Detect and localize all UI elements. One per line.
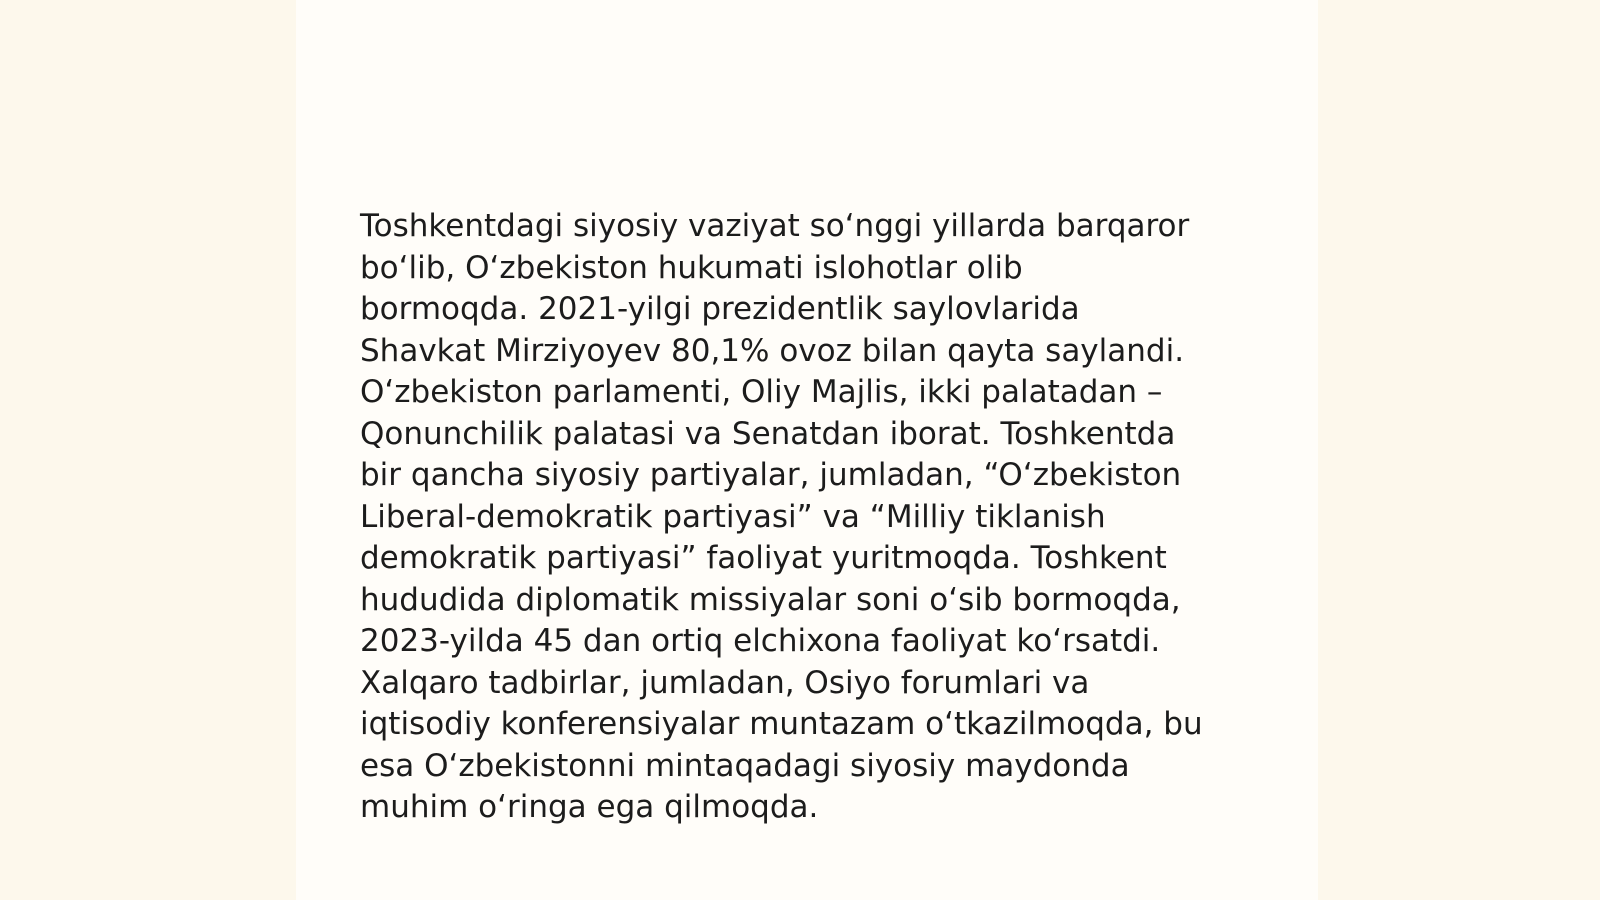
paragraph-line: Liberal-demokratik partiyasi” va “Milliy tiklanish xyxy=(360,498,1106,535)
paragraph-line: hududida diplomatik missiyalar soni o‘sib bormoqda, xyxy=(360,581,1181,618)
paragraph-line: O‘zbekiston parlamenti, Oliy Majlis, ikki palatadan – xyxy=(360,374,1163,410)
paragraph-line: esa O‘zbekistonni mintaqadagi siyosiy maydonda xyxy=(360,747,1130,784)
body-paragraph xyxy=(360,206,1260,829)
paragraph-line: Shavkat Mirziyoyev 80,1% ovoz bilan qayta saylandi. xyxy=(360,332,1185,369)
paragraph-line: iqtisodiy konferensiyalar muntazam o‘tkazilmoqda, bu xyxy=(360,706,1203,742)
paragraph-line: demokratik partiyasi” faoliyat yuritmoqda. Toshkent xyxy=(360,540,1167,576)
paragraph-line: bormoqda. 2021-yilgi prezidentlik saylovlarida xyxy=(360,291,1080,327)
paragraph-line: bir qancha siyosiy partiyalar, jumladan, “O‘zbekiston xyxy=(360,457,1182,493)
document-page xyxy=(296,0,1318,900)
paragraph-line: bo‘lib, O‘zbekiston hukumati islohotlar olib xyxy=(360,249,1023,286)
paragraph-line: Toshkentdagi siyosiy vaziyat so‘nggi yillarda barqaror xyxy=(360,208,1190,244)
paragraph-line: 2023-yilda 45 dan ortiq elchixona faoliyat ko‘rsatdi. xyxy=(360,623,1161,659)
paragraph-line: Qonunchilik palatasi va Senatdan iborat. Toshkentda xyxy=(360,415,1176,452)
paragraph-line: muhim o‘ringa ega qilmoqda. xyxy=(360,789,819,825)
paragraph-line: Xalqaro tadbirlar, jumladan, Osiyo forumlari va xyxy=(360,664,1090,701)
